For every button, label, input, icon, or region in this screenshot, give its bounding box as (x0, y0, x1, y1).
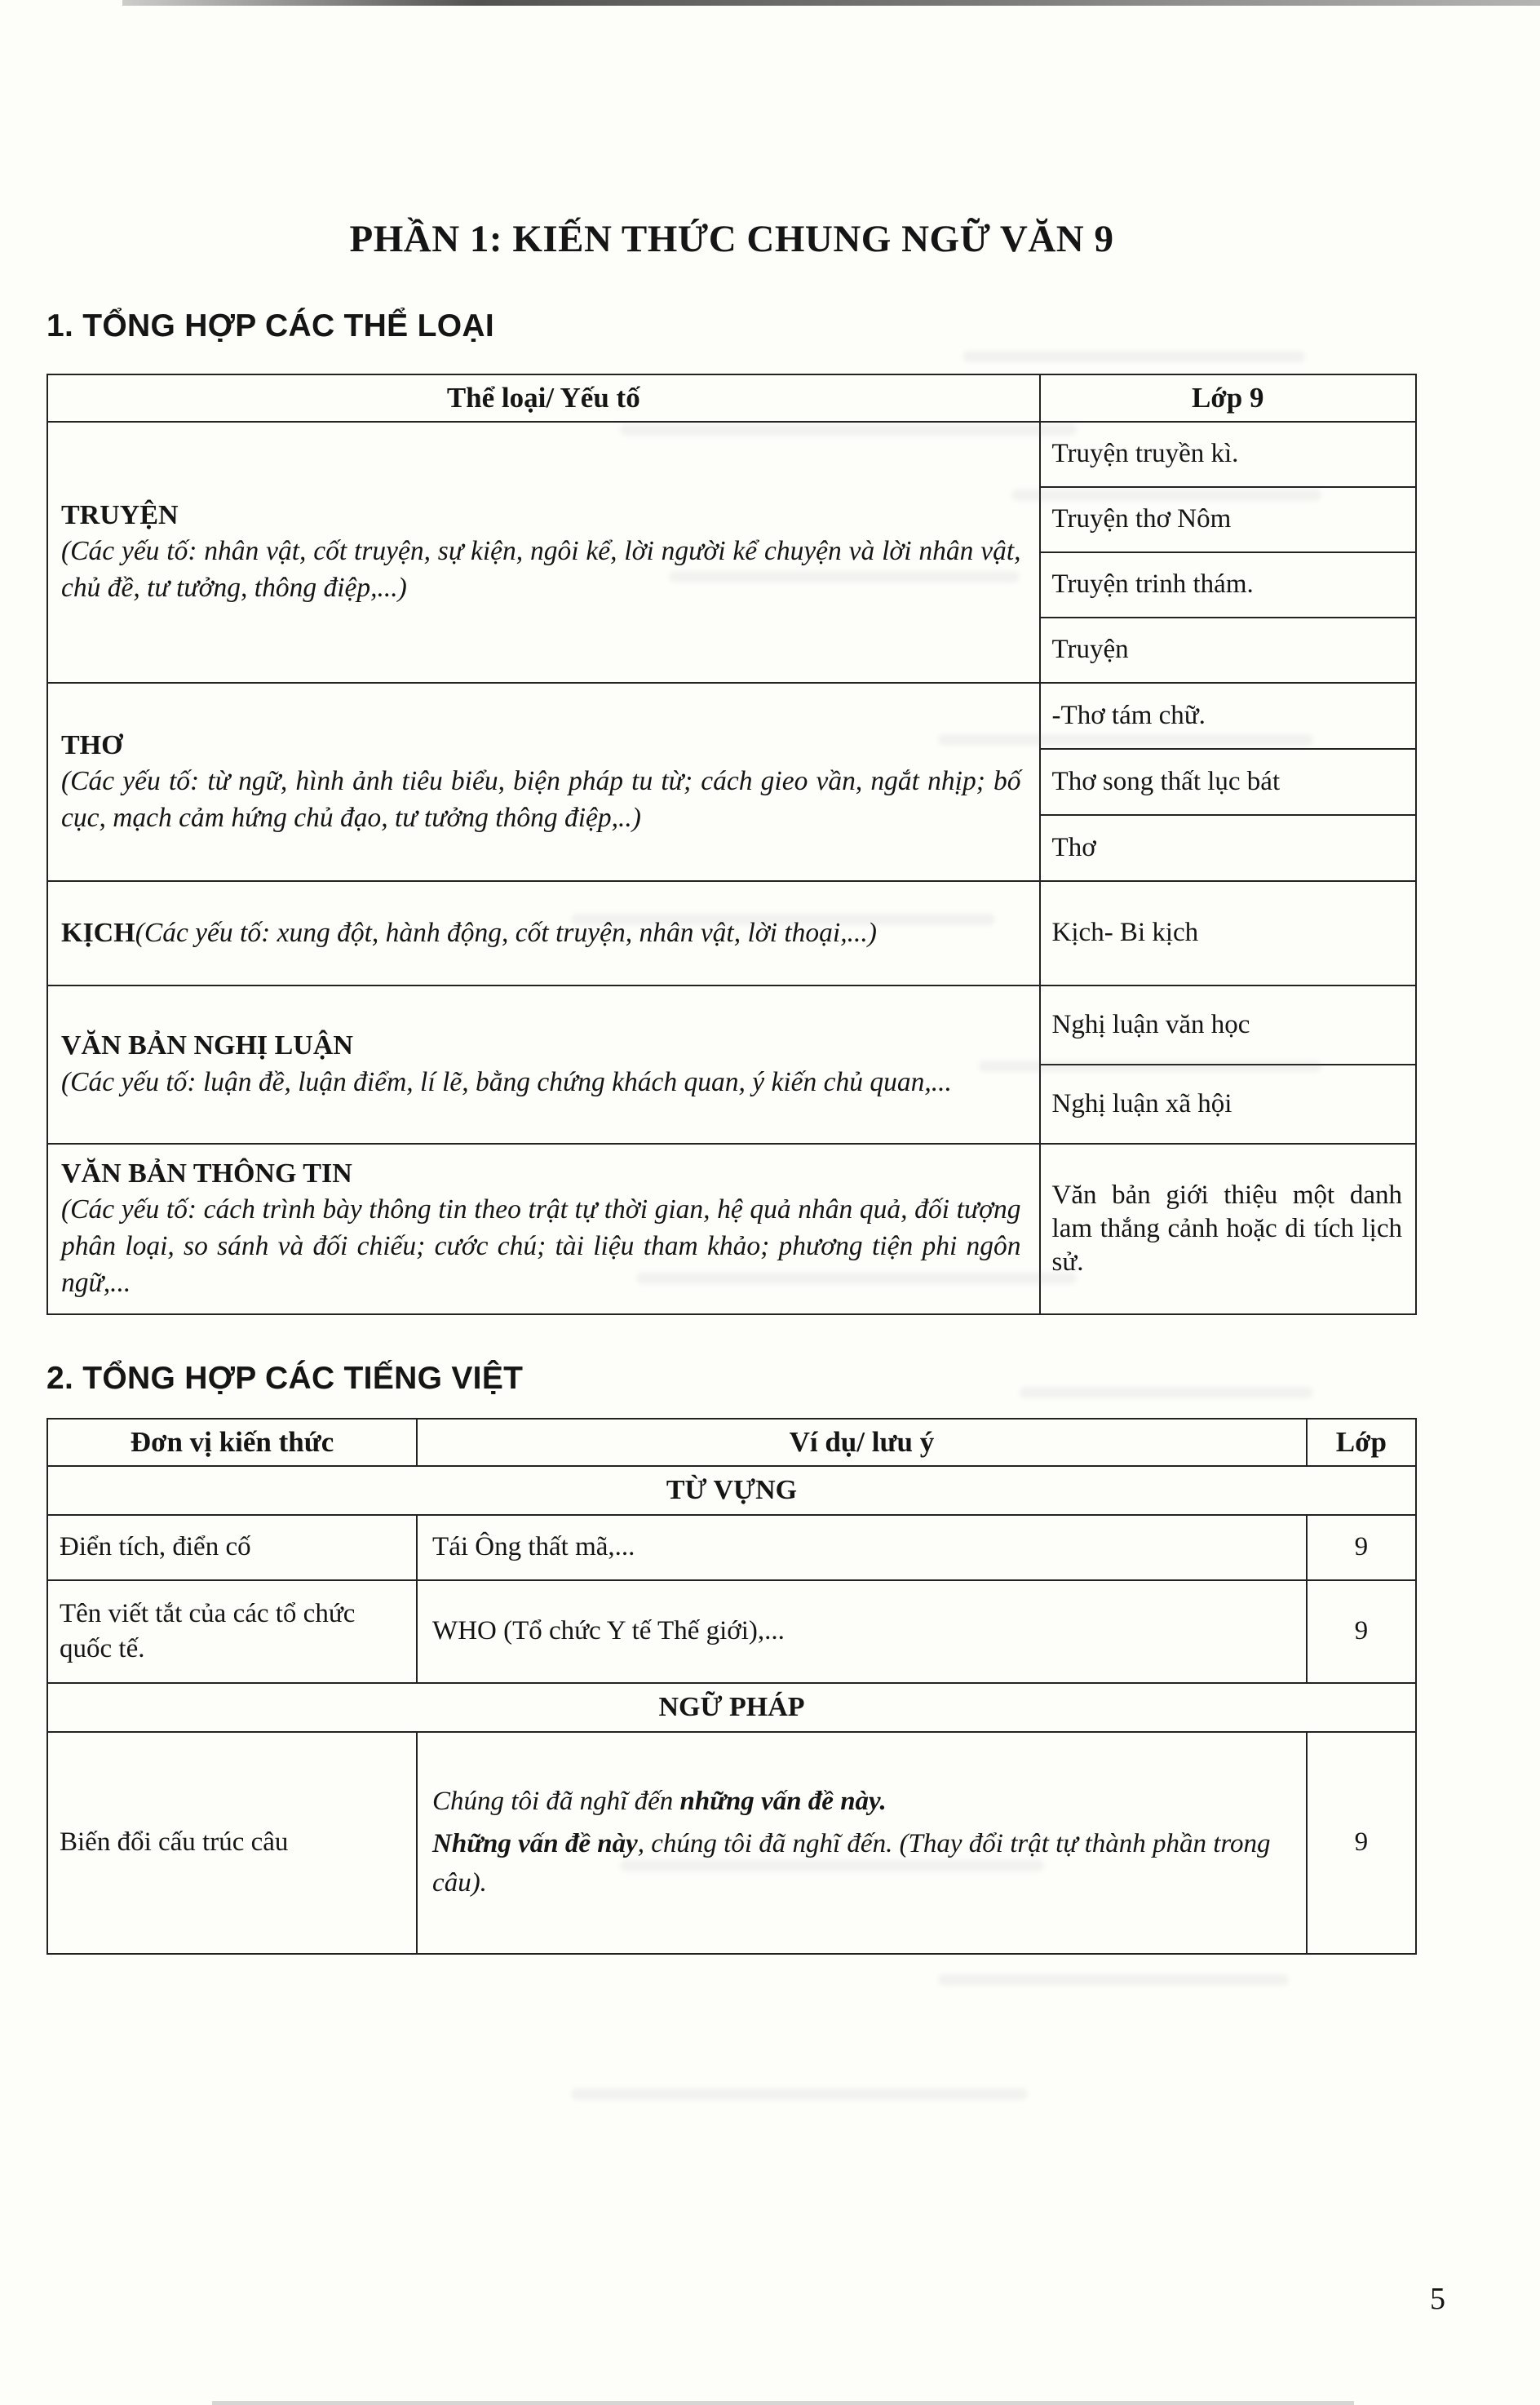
page-number: 5 (1430, 2282, 1445, 2316)
section1-heading: 1. TỔNG HỢP CÁC THỂ LOẠI (46, 308, 494, 343)
bleedthrough-line (571, 2088, 1028, 2100)
table-row (47, 1466, 1416, 1515)
genre-title: TRUYỆN (61, 500, 179, 531)
table-row (47, 683, 1416, 749)
page-title: PHẦN 1: KIẾN THỨC CHUNG NGỮ VĂN 9 (349, 218, 1114, 260)
genre-desc: (Các yếu tố: luận đề, luận điểm, lí lẽ, bằng chứng khách quan, ý kiến chủ quan,... (61, 1066, 952, 1097)
grade9-item: Truyện thơ Nôm (1040, 487, 1416, 552)
grade-cell: 9 (1307, 1732, 1416, 1954)
table-row (47, 422, 1416, 487)
column-header-lop9: Lớp 9 (1040, 374, 1416, 422)
genre-title: THƠ (61, 729, 123, 760)
genre-cell-kich (47, 881, 1040, 985)
vietnamese-summary-table (46, 1418, 1417, 1955)
bleedthrough-line (938, 1974, 1289, 1986)
unit-cell: Tên viết tắt của các tổ chức quốc tế. (47, 1580, 417, 1683)
genre-desc: (Các yếu tố: nhân vật, cốt truyện, sự kiện, ngôi kể, lời người kể chuyện và lời nhân vật, chủ đề, tư tưởng, thông điệp,...) (61, 536, 1021, 604)
genre-desc: (Các yếu tố: xung đột, hành động, cốt truyện, nhân vật, lời thoại,...) (135, 917, 877, 948)
table-row (47, 881, 1416, 985)
genre-cell-tho (47, 683, 1040, 881)
grade9-item: Thơ song thất lục bát (1040, 749, 1416, 815)
section2-heading: 2. TỔNG HỢP CÁC TIẾNG VIỆT (46, 1360, 524, 1396)
example-cell: Tái Ông thất mã,... (417, 1515, 1307, 1580)
example-text-bold: những vấn đề này. (679, 1787, 887, 1817)
example-line (432, 1825, 1291, 1903)
unit-cell: Điển tích, điển cố (47, 1515, 417, 1580)
table-row (47, 1732, 1416, 1954)
genre-title: KỊCH (61, 917, 135, 948)
example-text-bold: Những vấn đề này (432, 1828, 638, 1858)
table-header-row (47, 374, 1416, 422)
genre-cell-nghi-luan (47, 985, 1040, 1144)
column-header-the-loai: Thể loại/ Yếu tố (47, 374, 1040, 422)
table-row (47, 1683, 1416, 1732)
column-header-vi-du: Ví dụ/ lưu ý (417, 1419, 1307, 1466)
grade9-item: Nghị luận văn học (1040, 985, 1416, 1065)
example-cell (417, 1732, 1307, 1954)
subsection-header-tu-vung: TỪ VỰNG (47, 1466, 1416, 1515)
grade9-item: Nghị luận xã hội (1040, 1065, 1416, 1144)
genre-cell-thong-tin (47, 1144, 1040, 1314)
grade9-item: Thơ (1040, 815, 1416, 881)
example-line (432, 1783, 1291, 1822)
grade9-item: Truyện trinh thám. (1040, 552, 1416, 618)
genre-desc: (Các yếu tố: cách trình bày thông tin theo trật tự thời gian, hệ quả nhân quả, đối tượng phân loại, so sánh và đối chiếu; cước chú; tài liệu tham khảo; phương tiện phi ngôn ngữ,... (61, 1194, 1021, 1298)
table-header-row (47, 1419, 1416, 1466)
example-text: , chúng tôi đã nghĩ đến. (Thay đổi trật tự thành phần trong câu). (432, 1828, 1271, 1898)
scan-edge-artifact (122, 0, 1540, 6)
grade9-item: Truyện truyền kì. (1040, 422, 1416, 487)
genre-title: VĂN BẢN THÔNG TIN (61, 1158, 352, 1189)
grade9-item: Văn bản giới thiệu một danh lam thắng cảnh hoặc di tích lịch sử. (1040, 1144, 1416, 1314)
genre-cell-truyen (47, 422, 1040, 683)
bleedthrough-line (962, 351, 1305, 362)
table-row (47, 985, 1416, 1065)
example-text: Chúng tôi đã nghĩ đến (432, 1787, 680, 1817)
table-row (47, 1580, 1416, 1683)
grade9-item: -Thơ tám chữ. (1040, 683, 1416, 749)
table-row (47, 1515, 1416, 1580)
scan-edge-artifact (212, 2401, 1354, 2405)
grade-cell: 9 (1307, 1580, 1416, 1683)
subsection-header-ngu-phap: NGỮ PHÁP (47, 1683, 1416, 1732)
grade9-item: Kịch- Bi kịch (1040, 881, 1416, 985)
grade-cell: 9 (1307, 1515, 1416, 1580)
grade9-item: Truyện (1040, 618, 1416, 683)
column-header-lop: Lớp (1307, 1419, 1416, 1466)
table-row (47, 1144, 1416, 1314)
genre-desc: (Các yếu tố: từ ngữ, hình ảnh tiêu biểu, biện pháp tu từ; cách gieo vần, ngắt nhịp; bố cục, mạch cảm hứng chủ đạo, tư tưởng thông điệp,..) (61, 765, 1021, 833)
genre-summary-table (46, 374, 1417, 1315)
unit-cell: Biến đổi cấu trúc câu (47, 1732, 417, 1954)
column-header-don-vi: Đơn vị kiến thức (47, 1419, 417, 1466)
genre-title: VĂN BẢN NGHỊ LUẬN (61, 1030, 353, 1061)
example-cell: WHO (Tổ chức Y tế Thế giới),... (417, 1580, 1307, 1683)
